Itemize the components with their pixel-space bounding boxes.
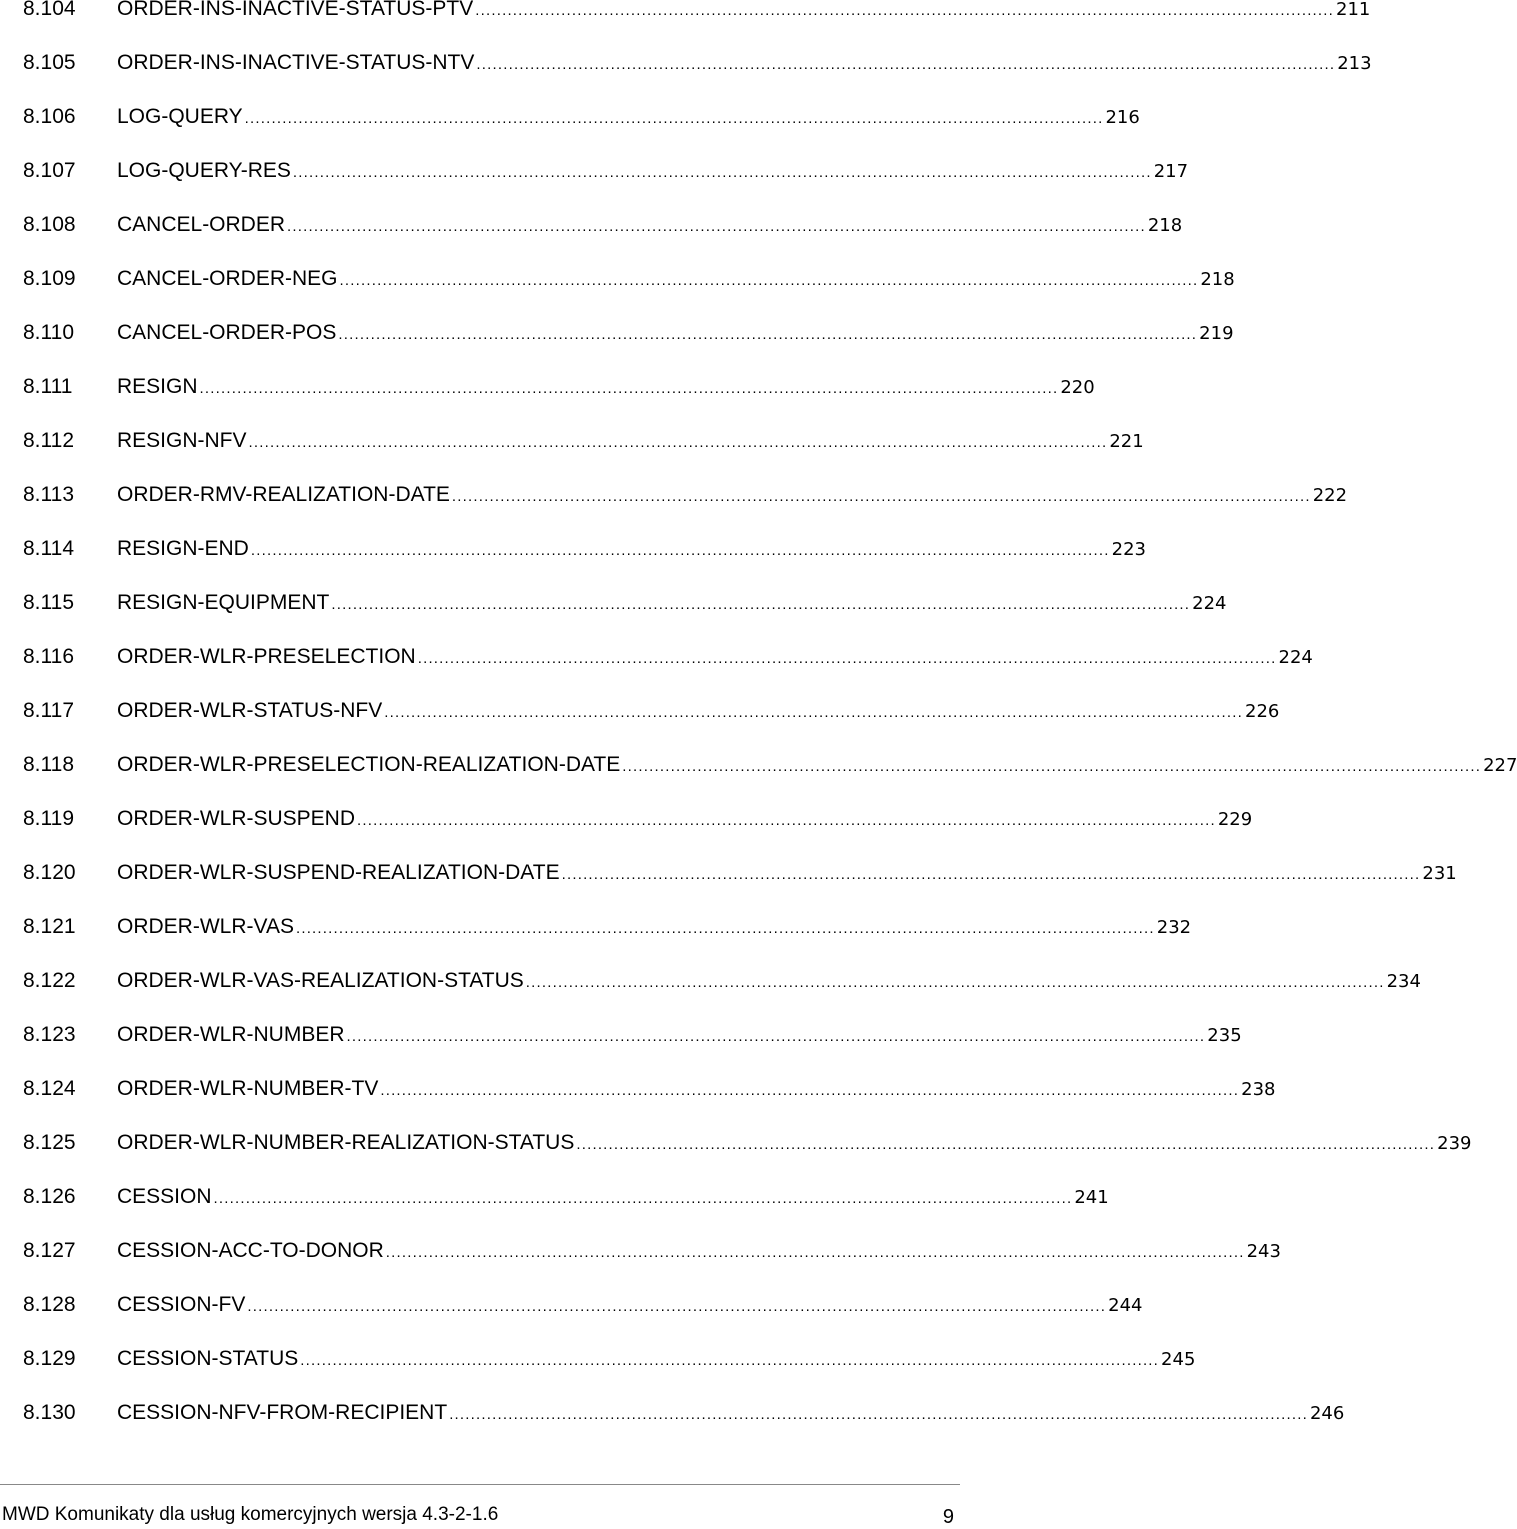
dot-leader: ................................................................................................................................................................: [199, 380, 1059, 397]
dot-leader: ................................................................................................................................................................: [475, 2, 1335, 19]
toc-entry-title: CESSION-NFV-FROM-RECIPIENT: [117, 1401, 448, 1424]
toc-entry-title: CANCEL-ORDER-NEG: [117, 267, 338, 290]
toc-entry-page: 235: [1207, 1025, 1242, 1046]
toc-entry-page: 238: [1241, 1079, 1276, 1100]
footer-page-number: 9: [942, 1506, 954, 1528]
toc-entry-title: ORDER-RMV-REALIZATION-DATE: [117, 483, 450, 506]
dot-leader: ................................................................................................................................................................: [292, 164, 1152, 181]
toc-entry-page: 244: [1108, 1295, 1143, 1316]
toc-entry-number: 8.115: [23, 591, 74, 614]
toc-entry-page: 229: [1217, 809, 1253, 830]
dot-leader: ................................................................................................................................................................: [295, 920, 1155, 937]
toc-entry-title: ORDER-WLR-NUMBER-TV: [117, 1077, 379, 1100]
toc-entry-number: 8.107: [23, 159, 76, 182]
toc-entry[interactable]: [0, 1074, 1276, 1104]
toc-entry-number: 8.119: [23, 807, 74, 830]
toc-entry[interactable]: [0, 318, 1234, 348]
dot-leader: ................................................................................................................................................................: [346, 1028, 1206, 1045]
toc-entry-number: 8.128: [23, 1293, 76, 1316]
toc-entry-page: 224: [1192, 593, 1227, 614]
toc-entry[interactable]: [0, 642, 1313, 672]
dot-leader: ................................................................................................................................................................: [244, 110, 1104, 127]
toc-entry[interactable]: [0, 750, 1517, 780]
toc-entry-page: 223: [1111, 539, 1147, 560]
toc-entry-title: ORDER-WLR-STATUS-NFV: [117, 699, 383, 722]
toc-entry-page: 217: [1153, 161, 1189, 182]
toc-entry[interactable]: [0, 1344, 1196, 1374]
toc-entry-title: CESSION-STATUS: [117, 1347, 299, 1370]
toc-entry[interactable]: [0, 48, 1372, 78]
toc-entry-page: 218: [1200, 269, 1235, 290]
dot-leader: ................................................................................................................................................................: [331, 596, 1191, 613]
toc-entry-number: 8.105: [23, 51, 76, 74]
toc-entry[interactable]: [0, 912, 1192, 942]
toc-entry[interactable]: [0, 1128, 1472, 1158]
toc-entry-number: 8.126: [23, 1185, 76, 1208]
toc-entry-page: 246: [1309, 1403, 1345, 1424]
dot-leader: ................................................................................................................................................................: [525, 974, 1385, 991]
toc-entry-number: 8.104: [23, 0, 76, 20]
toc-entry-number: 8.117: [23, 699, 74, 722]
toc-entry-title: RESIGN: [117, 375, 198, 398]
toc-entry-title: ORDER-WLR-SUSPEND: [117, 807, 356, 830]
dot-leader: ................................................................................................................................................................: [248, 434, 1108, 451]
toc-entry-page: 211: [1336, 0, 1371, 20]
dot-leader: ................................................................................................................................................................: [250, 542, 1110, 559]
toc-entry[interactable]: [0, 1398, 1345, 1428]
dot-leader: ................................................................................................................................................................: [476, 56, 1336, 73]
toc-entry-number: 8.112: [23, 429, 74, 452]
dot-leader: ................................................................................................................................................................: [451, 488, 1311, 505]
toc-entry[interactable]: [0, 804, 1253, 834]
toc-entry-title: ORDER-INS-INACTIVE-STATUS-PTV: [117, 0, 474, 20]
toc-entry[interactable]: [0, 534, 1147, 564]
toc-entry-page: 232: [1156, 917, 1192, 938]
toc-entry[interactable]: [0, 102, 1140, 132]
toc-entry-page: 226: [1245, 701, 1280, 722]
toc-entry[interactable]: [0, 264, 1235, 294]
toc-entry-title: CESSION-ACC-TO-DONOR: [117, 1239, 384, 1262]
toc-entry-number: 8.130: [23, 1401, 76, 1424]
footer-document-title: MWD Komunikaty dla usług komercyjnych wersja 4.3-2-1.6: [2, 1504, 499, 1525]
toc-entry-title: ORDER-WLR-VAS-REALIZATION-STATUS: [117, 969, 524, 992]
toc-entry-number: 8.111: [23, 375, 73, 398]
toc-entry-page: 231: [1422, 863, 1457, 884]
toc-entry[interactable]: [0, 210, 1183, 240]
toc-entry-page: 245: [1161, 1349, 1196, 1370]
toc-entry-title: RESIGN-EQUIPMENT: [117, 591, 330, 614]
toc-entry-number: 8.125: [23, 1131, 76, 1154]
toc-entry-title: CESSION: [117, 1185, 212, 1208]
dot-leader: ................................................................................................................................................................: [385, 1244, 1245, 1261]
toc-entry-title: LOG-QUERY-RES: [117, 159, 291, 182]
toc-entry-title: ORDER-INS-INACTIVE-STATUS-NTV: [117, 51, 475, 74]
toc-entry-number: 8.127: [23, 1239, 76, 1262]
dot-leader: ................................................................................................................................................................: [417, 650, 1277, 667]
toc-entry-page: 243: [1246, 1241, 1281, 1262]
dot-leader: ................................................................................................................................................................: [247, 1298, 1107, 1315]
dot-leader: ................................................................................................................................................................: [384, 704, 1244, 721]
toc-entry-page: 224: [1278, 647, 1313, 668]
toc-entry[interactable]: [0, 588, 1227, 618]
toc-entry[interactable]: [0, 156, 1189, 186]
toc-entry-title: RESIGN-NFV: [117, 429, 247, 452]
toc-entry-title: RESIGN-END: [117, 537, 249, 560]
toc-entry[interactable]: [0, 966, 1421, 996]
dot-leader: ................................................................................................................................................................: [338, 326, 1198, 343]
toc-entry-number: 8.121: [23, 915, 76, 938]
toc-entry[interactable]: [0, 858, 1457, 888]
toc-entry-number: 8.116: [23, 645, 74, 668]
toc-entry-number: 8.122: [23, 969, 76, 992]
toc-entry[interactable]: [0, 0, 1371, 24]
toc-entry-number: 8.113: [23, 483, 74, 506]
toc-entry-title: ORDER-WLR-NUMBER-REALIZATION-STATUS: [117, 1131, 575, 1154]
toc-entry-page: 221: [1109, 431, 1144, 452]
dot-leader: ................................................................................................................................................................: [449, 1406, 1308, 1423]
toc-entry[interactable]: [0, 480, 1348, 510]
toc-entry-page: 239: [1437, 1133, 1472, 1154]
toc-entry-page: 216: [1105, 107, 1140, 128]
dot-leader: ................................................................................................................................................................: [357, 812, 1216, 829]
toc-entry-page: 241: [1074, 1187, 1109, 1208]
toc-entry-page: 220: [1060, 377, 1095, 398]
toc-entry-number: 8.108: [23, 213, 76, 236]
dot-leader: ................................................................................................................................................................: [287, 218, 1146, 235]
toc-entry-title: CANCEL-ORDER: [117, 213, 286, 236]
toc-entry-page: 213: [1337, 53, 1372, 74]
dot-leader: ................................................................................................................................................................: [561, 866, 1421, 883]
dot-leader: ................................................................................................................................................................: [622, 758, 1482, 775]
toc-entry-title: LOG-QUERY: [117, 105, 243, 128]
toc-entry[interactable]: [0, 1020, 1242, 1050]
dot-leader: ................................................................................................................................................................: [339, 272, 1199, 289]
toc-entry-page: 234: [1386, 971, 1421, 992]
toc-entry[interactable]: [0, 1182, 1109, 1212]
toc-entry-page: 227: [1483, 755, 1517, 776]
toc-entry-title: ORDER-WLR-VAS: [117, 915, 294, 938]
toc-entry[interactable]: [0, 1290, 1143, 1320]
toc-entry-page: 222: [1312, 485, 1348, 506]
toc-entry-number: 8.129: [23, 1347, 76, 1370]
toc-entry-title: CESSION-FV: [117, 1293, 246, 1316]
toc-entry-title: ORDER-WLR-NUMBER: [117, 1023, 345, 1046]
toc-entry[interactable]: [0, 696, 1280, 726]
toc-entry[interactable]: [0, 372, 1095, 402]
toc-entry-number: 8.124: [23, 1077, 76, 1100]
dot-leader: ................................................................................................................................................................: [576, 1136, 1436, 1153]
toc-entry-page: 218: [1147, 215, 1183, 236]
dot-leader: ................................................................................................................................................................: [300, 1352, 1160, 1369]
toc-entry-title: ORDER-WLR-PRESELECTION: [117, 645, 416, 668]
toc-entry-number: 8.109: [23, 267, 76, 290]
toc-entry-title: ORDER-WLR-PRESELECTION-REALIZATION-DATE: [117, 753, 621, 776]
toc-entry-number: 8.120: [23, 861, 76, 884]
toc-entry-number: 8.110: [23, 321, 74, 344]
toc-entry[interactable]: [0, 1236, 1281, 1266]
dot-leader: ................................................................................................................................................................: [213, 1190, 1073, 1207]
toc-entry-number: 8.118: [23, 753, 74, 776]
toc-entry-number: 8.123: [23, 1023, 76, 1046]
toc-entry-title: ORDER-WLR-SUSPEND-REALIZATION-DATE: [117, 861, 560, 884]
toc-entry-number: 8.106: [23, 105, 76, 128]
dot-leader: ................................................................................................................................................................: [380, 1082, 1240, 1099]
toc-entry-number: 8.114: [23, 537, 74, 560]
toc-entry[interactable]: [0, 426, 1144, 456]
toc-entry-page: 219: [1199, 323, 1234, 344]
toc-entry-title: CANCEL-ORDER-POS: [117, 321, 337, 344]
footer-divider: [0, 1484, 960, 1485]
